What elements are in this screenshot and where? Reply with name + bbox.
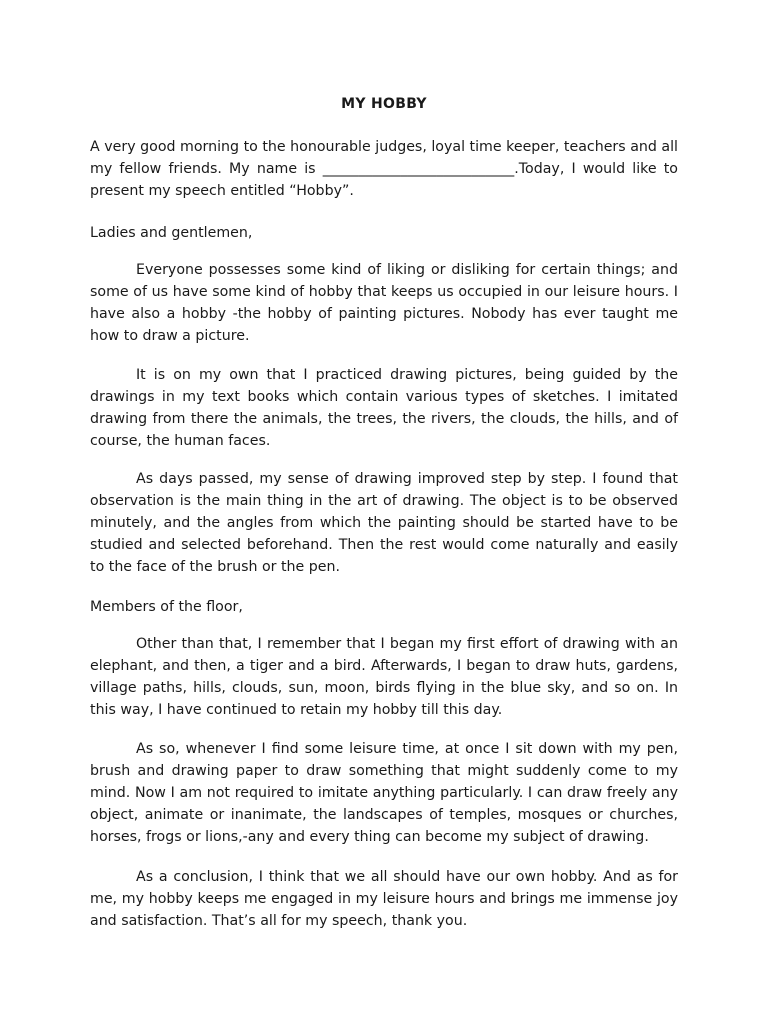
paragraph-greeting: A very good morning to the honourable judges, loyal time keeper, teachers and all my fellow friends. My name is ___________________________.Today, I would like to present my speech entitled “Hobby”. [90,139,678,199]
paragraph-liking: Everyone possesses some kind of liking or disliking for certain things; and some of us have some kind of hobby that keeps us occupied in our leisure hours. I have also a hobby -the hobby of painting pictures. Nobody has ever taught me how to draw a picture. [90,262,678,344]
paragraph-leisure-time: As so, whenever I find some leisure time, at once I sit down with my pen, brush and drawing paper to draw something that might suddenly come to my mind. Now I am not required to imitate anything particularly. I can draw freely any object, animate or inanimate, the landscapes of temples, mosques or churches, horses, frogs or lions,-any and every thing can become my subject of drawing. [90,741,678,845]
document-title: MY HOBBY [341,96,427,112]
paragraph-observation: As days passed, my sense of drawing improved step by step. I found that observation is the main thing in the art of drawing. The object is to be observed minutely, and the angles from which the painting should be started have to be studied and selected beforehand. Then the rest would come naturally and easily to the face of the brush or the pen. [90,471,678,575]
paragraph-salutation-ladies: Ladies and gentlemen, [90,225,253,241]
paragraph-practiced-drawing: It is on my own that I practiced drawing pictures, being guided by the drawings in my text books which contain various types of sketches. I imitated drawing from there the animals, the trees, the rivers, the clouds, the hills, and of course, the human faces. [90,367,678,449]
paragraph-conclusion: As a conclusion, I think that we all should have our own hobby. And as for me, my hobby keeps me engaged in my leisure hours and brings me immense joy and satisfaction. That’s all for my speech, thank you. [90,869,678,929]
paragraph-first-effort: Other than that, I remember that I began my first effort of drawing with an elephant, and then, a tiger and a bird. Afterwards, I began to draw huts, gardens, village paths, hills, clouds, sun, moon, birds flying in the blue sky, and so on. In this way, I have continued to retain my hobby till this day. [90,636,678,718]
paragraph-salutation-floor: Members of the floor, [90,599,243,615]
